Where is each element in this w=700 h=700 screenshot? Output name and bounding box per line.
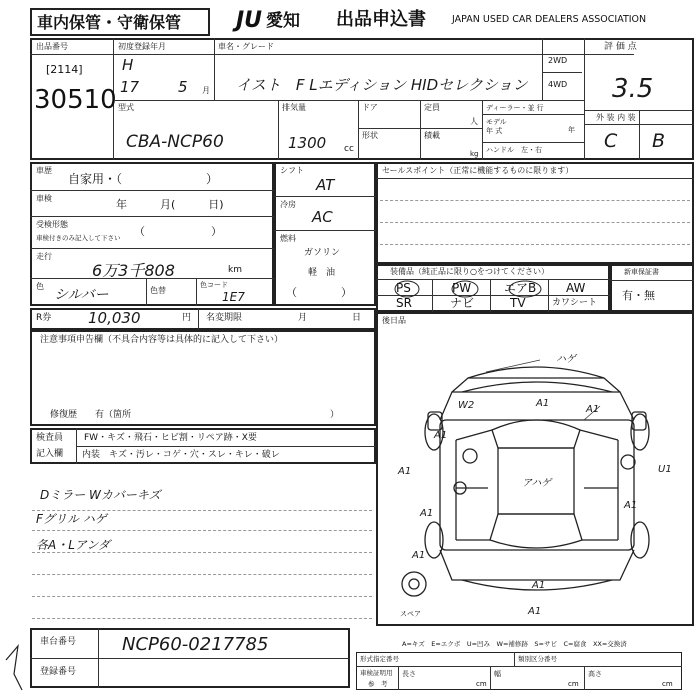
storage-title: 車内保管・守衛保管 bbox=[37, 13, 182, 32]
fuel-diesel: 軽 油 bbox=[308, 268, 336, 278]
ju-logo: JU bbox=[236, 8, 263, 33]
displacement-label: 排気量 bbox=[282, 103, 306, 112]
recycle-unit: 円 bbox=[182, 313, 192, 323]
equip-pw: PW bbox=[452, 281, 472, 295]
lot-bracket: [2114] bbox=[46, 63, 83, 76]
displacement-unit: cc bbox=[344, 144, 354, 154]
damage-legend: A=キズ E=エクボ U=凹み W=補修跡 S=サビ C=腐食 XX=交換済 bbox=[402, 640, 627, 648]
color-code-label: 色コード bbox=[200, 281, 228, 289]
equipment-label: 装備品（純正品に限り○をつけてください） bbox=[390, 267, 549, 276]
diagram-label-7: アハゲ bbox=[522, 478, 552, 489]
inspection-value: 年 月( 日) bbox=[116, 198, 224, 211]
inspection-label: 車検 bbox=[36, 194, 52, 203]
association-name: JAPAN USED CAR DEALERS ASSOCIATION bbox=[452, 14, 647, 25]
type-label: 型式 bbox=[118, 103, 134, 112]
fuel-label: 燃料 bbox=[280, 234, 296, 243]
equip-tv: TV bbox=[510, 296, 526, 310]
diagram-label-1: ハゲ bbox=[556, 354, 576, 365]
org-name: 愛知 bbox=[266, 11, 300, 31]
diagram-label-6: A1 bbox=[398, 466, 412, 477]
shift-label: シフト bbox=[280, 166, 304, 175]
fuel-gas: ガソリン bbox=[304, 248, 341, 258]
spare-label: スペア bbox=[400, 610, 421, 618]
drive-2wd: 2WD bbox=[548, 56, 568, 65]
first-reg-month: 5 bbox=[178, 78, 188, 96]
drive-4wd: 4WD bbox=[548, 80, 568, 89]
model-year-label: モデル 年 式 bbox=[486, 118, 507, 135]
shape-label: 形状 bbox=[362, 131, 378, 140]
note-line-2: Fグリル ハゲ bbox=[36, 512, 107, 526]
grade-value: 3.5 bbox=[612, 74, 654, 104]
history-label: 車歴 bbox=[36, 166, 52, 175]
first-reg-year: 17 bbox=[120, 78, 140, 96]
load-label: 積載 bbox=[424, 131, 440, 140]
length-label: 長さ bbox=[402, 670, 416, 678]
first-reg-era: H bbox=[122, 56, 134, 74]
color-value: シルバー bbox=[54, 287, 109, 303]
form-title: 出品申込書 bbox=[336, 9, 426, 30]
inspector-label-1: 検査員 bbox=[36, 433, 64, 443]
inspector-label-2: 記入欄 bbox=[36, 449, 64, 459]
color-change-label: 色替 bbox=[150, 286, 166, 295]
recycle-row bbox=[30, 308, 376, 330]
name-change-label: 名変期限 bbox=[206, 313, 243, 323]
equip-leather: カワシート bbox=[552, 298, 598, 308]
inspector-row-2: 内装 キズ・汚レ・コゲ・穴・スレ・キレ・破レ bbox=[82, 450, 280, 460]
recycle-label: R券 bbox=[36, 313, 52, 323]
diagram-label-5: A1 bbox=[434, 430, 448, 441]
name-change-month: 月 bbox=[298, 313, 308, 323]
interior-grade: B bbox=[652, 130, 666, 152]
aircon-label: 冷房 bbox=[280, 200, 296, 209]
fuel-paren: （ ） bbox=[286, 286, 352, 299]
chassis-label: 車台番号 bbox=[40, 637, 77, 647]
repair-history: 修復歴 有（箇所 bbox=[50, 410, 132, 420]
equip-aw: AW bbox=[566, 281, 586, 295]
diagram-label-9: A1 bbox=[420, 508, 434, 519]
length-unit: cm bbox=[476, 680, 487, 688]
exterior-grade: C bbox=[604, 130, 618, 152]
diagram-label-13: A1 bbox=[528, 606, 542, 617]
name-change-day: 日 bbox=[352, 313, 362, 323]
first-reg-label: 初度登録年月 bbox=[118, 42, 166, 51]
height-unit: cm bbox=[662, 680, 673, 688]
diagram-label-8: U1 bbox=[658, 464, 672, 475]
width-unit: cm bbox=[568, 680, 579, 688]
ext-int-label: 外 装 内 装 bbox=[596, 113, 636, 122]
equip-sr: SR bbox=[396, 296, 412, 310]
receipt-label: 受検形態 bbox=[36, 220, 68, 229]
color-label: 色 bbox=[36, 282, 44, 291]
chassis-value: NCP60-0217785 bbox=[122, 634, 269, 655]
diagram-label-11: A1 bbox=[412, 550, 426, 561]
diagram-label-12: A1 bbox=[532, 580, 546, 591]
type-value: CBA-NCP60 bbox=[126, 132, 224, 152]
cert-label: 車検証明用 bbox=[360, 669, 393, 677]
capacity-label: 定員 bbox=[424, 103, 440, 112]
note-line-1: Dミラー Wカバーキズ bbox=[40, 488, 161, 502]
aircon-value: AC bbox=[312, 208, 333, 226]
height-label: 高さ bbox=[588, 670, 602, 678]
year-unit: 年 bbox=[568, 126, 575, 134]
diagram-label-10: A1 bbox=[624, 500, 638, 511]
equip-ps: PS bbox=[396, 281, 411, 295]
handle-label: ハンドル 左・右 bbox=[486, 146, 542, 154]
inspector-row-1: FW・キズ・飛石・ヒビ割・リペア跡・X要 bbox=[84, 433, 257, 443]
warranty-value: 有・無 bbox=[622, 289, 655, 302]
displacement-value: 1300 bbox=[288, 134, 327, 152]
lot-number-label: 出品番号 bbox=[36, 42, 68, 51]
rear-notes-label: 後日品 bbox=[382, 316, 406, 325]
receipt-note: 車検付きのみ記入して下さい bbox=[36, 234, 121, 242]
diagram-label-3: W2 bbox=[458, 400, 475, 411]
diagram-box bbox=[376, 312, 694, 626]
shift-value: AT bbox=[316, 176, 335, 194]
diagram-label-2: A1 bbox=[536, 398, 550, 409]
receipt-paren: （ ） bbox=[134, 225, 222, 238]
category-label: 類別区分番号 bbox=[518, 655, 557, 663]
doors-label: ドア bbox=[362, 103, 378, 112]
equip-navi: ナビ bbox=[450, 296, 475, 310]
grade-label: 評 価 点 bbox=[604, 42, 637, 52]
mileage-label: 走行 bbox=[36, 252, 52, 261]
load-unit: kg bbox=[470, 150, 479, 158]
ref-label: 参 考 bbox=[368, 680, 388, 688]
storage-title-box bbox=[30, 8, 210, 36]
recycle-value: 10,030 bbox=[88, 309, 141, 327]
remarks-label: 注意事項申告欄（不具合内容等は具体的に記入して下さい） bbox=[40, 335, 284, 345]
registration-label: 登録番号 bbox=[40, 667, 77, 677]
color-code-value: 1E7 bbox=[222, 290, 245, 304]
model-label: 車名・グレード bbox=[218, 42, 274, 51]
first-reg-month-unit: 月 bbox=[202, 86, 210, 95]
width-label: 幅 bbox=[494, 670, 501, 678]
lot-number: 30510 bbox=[34, 85, 117, 115]
model-value: イスト F Lエディション HIDセレクション bbox=[236, 76, 528, 94]
mileage-unit: km bbox=[228, 265, 242, 275]
note-line-3: 各A・Lアンダ bbox=[36, 538, 110, 552]
repair-close: ） bbox=[330, 410, 340, 420]
sales-point-label: セールスポイント（正常に機能するものに限ります） bbox=[382, 166, 574, 175]
equip-airbag: エアB bbox=[504, 281, 537, 295]
dealer-label: ディーラー・並 行 bbox=[486, 104, 544, 112]
form-spec-label: 形式指定番号 bbox=[360, 655, 399, 663]
diagram-label-4: A1 bbox=[586, 404, 600, 415]
history-value: 自家用・（ ） bbox=[68, 172, 219, 186]
capacity-unit: 人 bbox=[470, 117, 478, 126]
mileage-value: 6万3千808 bbox=[92, 261, 175, 280]
warranty-label: 新車保証書 bbox=[624, 268, 659, 276]
